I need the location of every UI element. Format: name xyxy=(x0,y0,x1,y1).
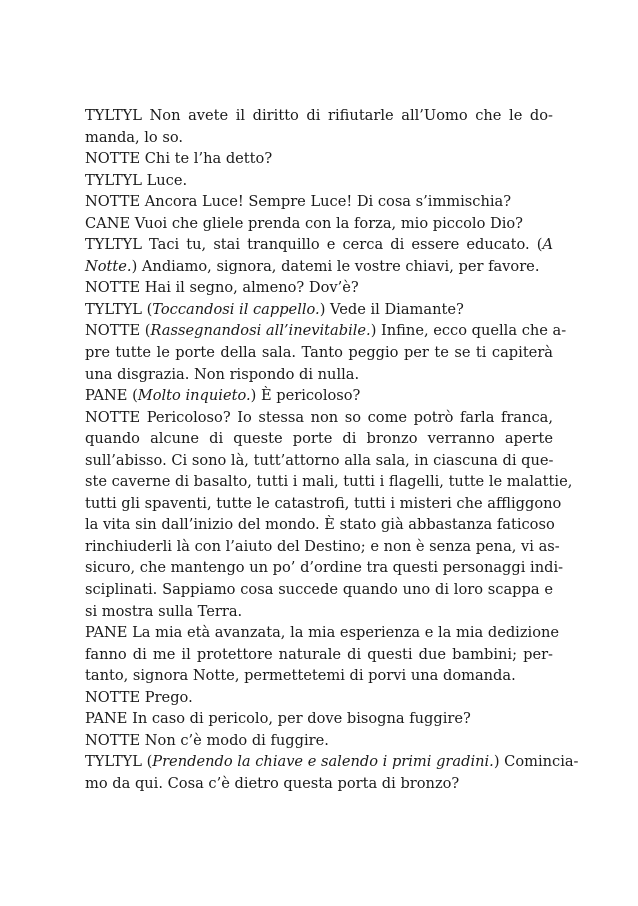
text-line xyxy=(85,601,553,623)
line-text: fanno di me il protettore naturale di questi due bambini; per- xyxy=(85,645,553,663)
text-line xyxy=(85,450,553,472)
text-line xyxy=(85,234,553,256)
text-line xyxy=(85,622,560,644)
line-text: NOTTE Prego. xyxy=(85,688,193,706)
text-line xyxy=(85,320,567,342)
text-line xyxy=(85,170,553,192)
line-text: NOTTE Pericoloso? Io stessa non so come potrò farla franca, xyxy=(85,408,553,426)
line-text: si mostra sulla Terra. xyxy=(85,602,243,620)
line-text: TYLTYL Luce. xyxy=(85,171,188,189)
stage-direction: Prendendo la chiave e salendo i primi gradini. xyxy=(152,753,494,771)
text-line xyxy=(85,751,579,773)
text-line xyxy=(85,299,553,321)
text-line xyxy=(85,493,562,515)
stage-direction: Notte. xyxy=(85,257,132,275)
text-line xyxy=(85,579,553,601)
line-text: sicuro, che mantengo un po’ d’ordine tra questi personaggi indi- xyxy=(85,559,564,577)
line-text: rinchiuderli là con l’aiuto del Destino; e non è senza pena, vi as- xyxy=(85,537,560,555)
text-line xyxy=(85,342,553,364)
text-line xyxy=(85,105,553,127)
line-text: NOTTE Hai il segno, almeno? Dov’è? xyxy=(85,279,359,297)
line-text: manda, lo so. xyxy=(85,128,184,146)
text-line xyxy=(85,407,553,429)
text-line xyxy=(85,127,553,149)
line-text: CANE Vuoi che gliele prenda con la forza, mio piccolo Dio? xyxy=(85,214,523,232)
line-text: ) Infine, ecco quella che a- xyxy=(370,322,567,340)
text-line xyxy=(85,644,553,666)
line-text: TYLTYL Non avete il diritto di rifiutarle all’Uomo che le do- xyxy=(85,107,553,124)
line-text: PANE In caso di pericolo, per dove bisogna fuggire? xyxy=(85,710,471,728)
line-text: sciplinati. Sappiamo cosa succede quando uno di loro scappa e xyxy=(85,581,553,599)
line-text: una disgrazia. Non rispondo di nulla. xyxy=(85,365,360,383)
line-text: TYLTYL ( xyxy=(85,300,153,318)
text-line xyxy=(85,471,573,493)
line-text: NOTTE Non c’è modo di fuggire. xyxy=(85,731,329,749)
line-text: ) Andiamo, signora, datemi le vostre chiavi, per favore. xyxy=(131,257,540,275)
line-text: sull’abisso. Ci sono là, tutt’attorno alla sala, in ciascuna di que- xyxy=(85,451,554,469)
line-text: ste caverne di basalto, tutti i mali, tutti i flagelli, tutte le malattie, xyxy=(85,473,573,491)
line-text: ) Vede il Diamante? xyxy=(319,300,464,318)
line-text: NOTTE Ancora Luce! Sempre Luce! Di cosa s’immischia? xyxy=(85,193,512,211)
text-line xyxy=(85,536,560,558)
line-text: NOTTE Chi te l’ha detto? xyxy=(85,150,273,168)
line-text: tanto, signora Notte, permettetemi di porvi una domanda. xyxy=(85,667,516,685)
text-line xyxy=(85,665,553,687)
line-text: ) È pericoloso? xyxy=(250,387,361,405)
text-line xyxy=(85,256,553,278)
line-text: mo da qui. Cosa c’è dietro questa porta di bronzo? xyxy=(85,774,460,792)
text-line xyxy=(85,708,553,730)
line-text: PANE La mia età avanzata, la mia esperienza e la mia dedizione xyxy=(85,624,560,642)
stage-direction: Molto inquieto. xyxy=(137,387,251,405)
text-line xyxy=(85,514,553,536)
text-line xyxy=(85,557,564,579)
text-line xyxy=(85,730,553,752)
text-line xyxy=(85,277,553,299)
line-text: PANE ( xyxy=(85,387,138,405)
text-line xyxy=(85,213,553,235)
line-text: la vita sin dall’inizio del mondo. È stato già abbastanza faticoso xyxy=(85,516,555,534)
line-text: NOTTE ( xyxy=(85,322,151,340)
page-body xyxy=(85,105,579,795)
text-line xyxy=(85,364,553,386)
line-text: pre tutte le porte della sala. Tanto peggio per te se ti capiterà xyxy=(85,344,553,362)
text-line xyxy=(85,191,553,213)
line-text: ) Comincia- xyxy=(493,753,579,771)
stage-direction: Rassegnandosi all’inevitabile. xyxy=(150,322,371,340)
line-text: tutti gli spaventi, tutte le catastrofi, tutti i misteri che affliggono xyxy=(85,494,562,512)
text-line xyxy=(85,148,553,170)
text-line xyxy=(85,428,553,450)
text-line xyxy=(85,773,553,795)
line-text: quando alcune di queste porte di bronzo verranno aperte xyxy=(85,430,553,448)
line-text: TYLTYL ( xyxy=(85,753,153,771)
line-text: TYLTYL Taci tu, stai tranquillo e cerca di essere educato. ( xyxy=(85,236,543,254)
text-line xyxy=(85,385,553,407)
stage-direction: A xyxy=(542,236,553,254)
stage-direction: Toccandosi il cappello. xyxy=(152,300,320,318)
text-line xyxy=(85,687,553,709)
